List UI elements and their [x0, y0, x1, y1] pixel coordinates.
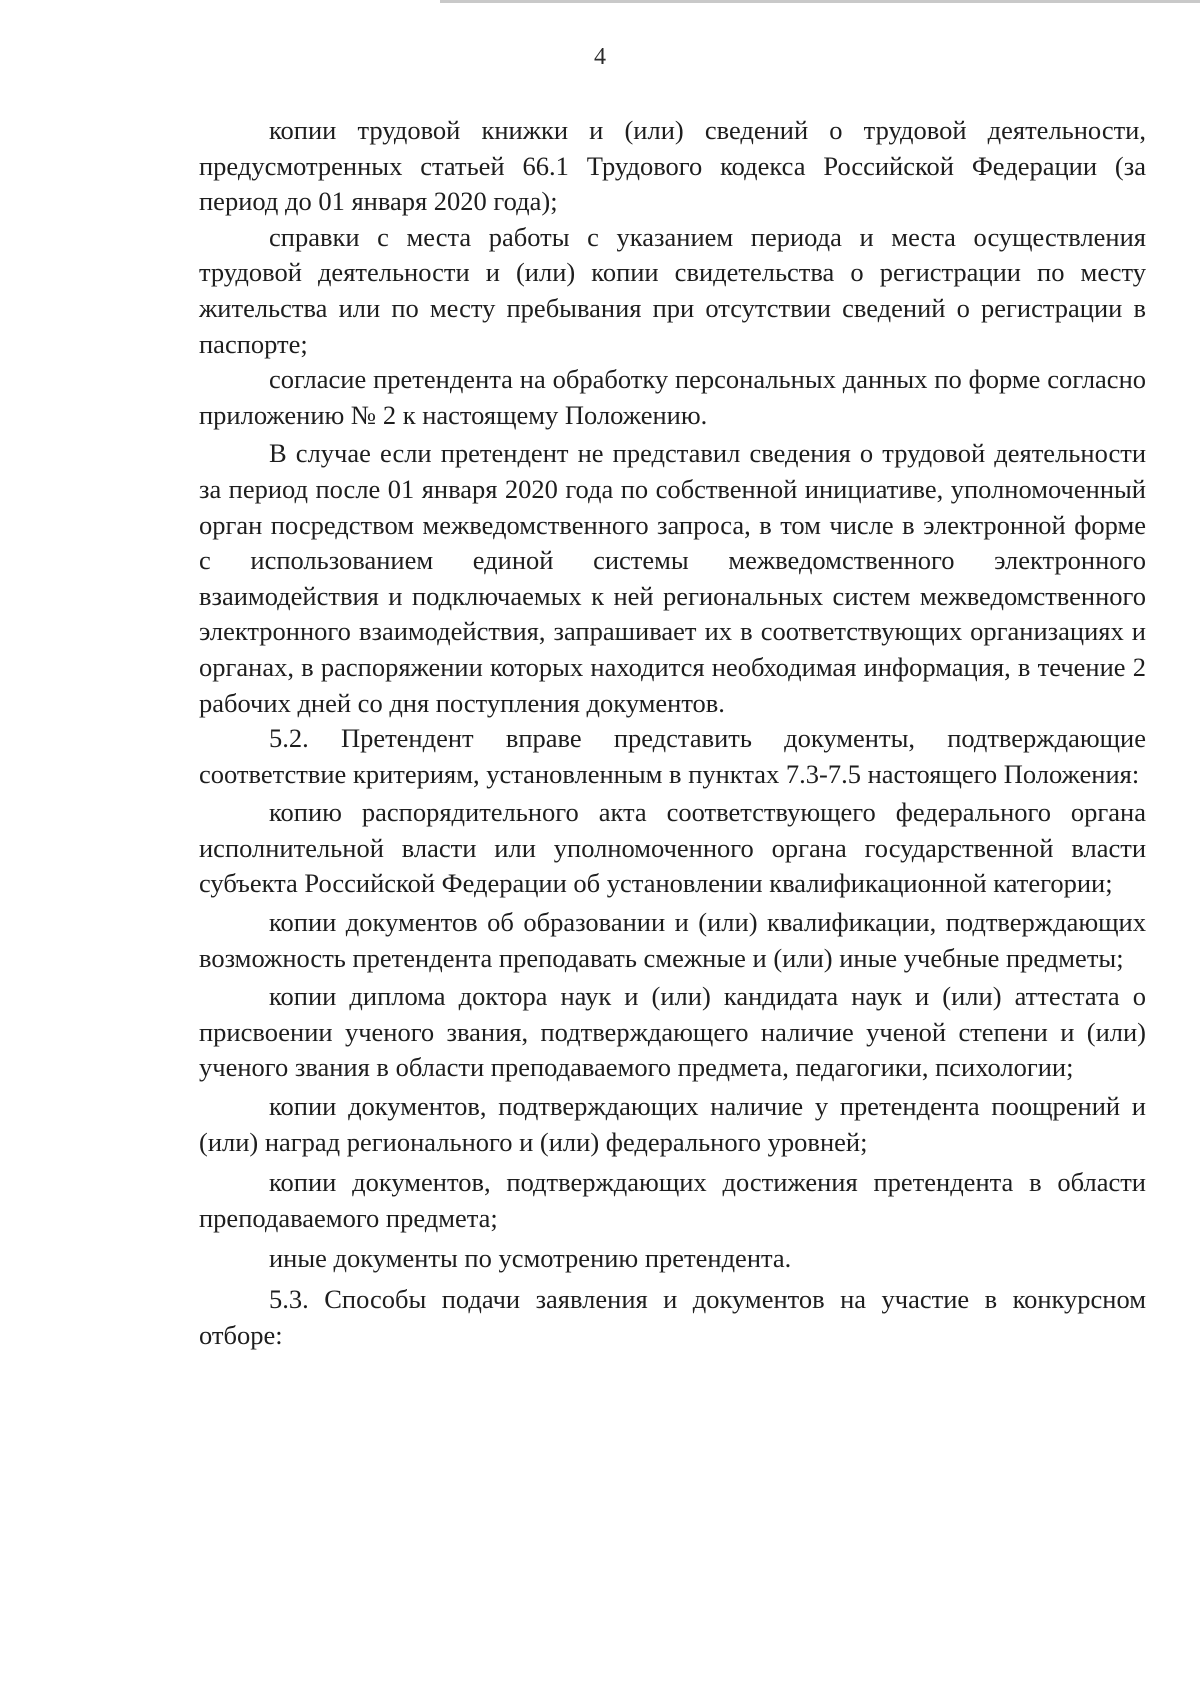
paragraph-other-documents: иные документы по усмотрению претендента. — [269, 1243, 792, 1274]
paragraph-section-5-3: 5.3. Способы подачи заявления и документов на участие в конкурсном отборе: — [199, 1284, 1146, 1350]
document-body — [199, 113, 1146, 1353]
paragraph-achievements-documents: копии документов, подтверждающих достижения претендента в области преподаваемого предмета; — [199, 1167, 1146, 1233]
page-number: 4 — [594, 44, 606, 70]
paragraph-work-book-copies: копии трудовой книжки и (или) сведений о трудовой деятельности, предусмотренных статьей 66.1 Трудового кодекса Российской Федерации (за период до 01 января 2020 года); — [199, 115, 1146, 217]
paragraph-personal-data-consent: согласие претендента на обработку персональных данных по форме согласно приложению № 2 к настоящему Положению. — [199, 364, 1146, 430]
scan-top-edge — [440, 0, 1200, 3]
paragraph-awards-documents: копии документов, подтверждающих наличие у претендента поощрений и (или) наград регионального и (или) федерального уровней; — [199, 1091, 1146, 1157]
paragraph-employment-certificates: справки с места работы с указанием периода и места осуществления трудовой деятельности и (или) копии свидетельства о регистрации по месту жительства или по месту пребывания при отсутствии сведений о регистрации в паспорте; — [199, 221, 1146, 359]
paragraph-interagency-request: В случае если претендент не представил сведения о трудовой деятельности за период после 01 января 2020 года по собственной инициативе, уполномоченный орган посредством межведомственного запроса, в том числе в электронной форме с использованием единой системы межведомственного электронного взаимодействия и подключаемых к ней региональных систем межведомственного электронного взаимодействия, запрашивает их в соответствующих организациях и органах, в распоряжении которых находится необходимая информация, в течение 2 рабочих дней со дня поступления документов. — [199, 438, 1146, 718]
paragraph-section-5-2: 5.2. Претендент вправе представить документы, подтверждающие соответствие критериям, установленным в пунктах 7.3-7.5 настоящего Положения: — [199, 723, 1146, 789]
paragraph-education-documents: копии документов об образовании и (или) квалификации, подтверждающих возможность претендента преподавать смежные и (или) иные учебные предметы; — [199, 907, 1146, 973]
paragraph-academic-degree-diploma: копии диплома доктора наук и (или) кандидата наук и (или) аттестата о присвоении ученого звания, подтверждающего наличие ученой степени и (или) ученого звания в области преподаваемого предмета, педагогики, психологии; — [199, 981, 1146, 1083]
paragraph-qualification-category-act: копию распорядительного акта соответствующего федерального органа исполнительной власти или уполномоченного органа государственной власти субъекта Российской Федерации об установлении квалификационной категории; — [199, 797, 1146, 899]
